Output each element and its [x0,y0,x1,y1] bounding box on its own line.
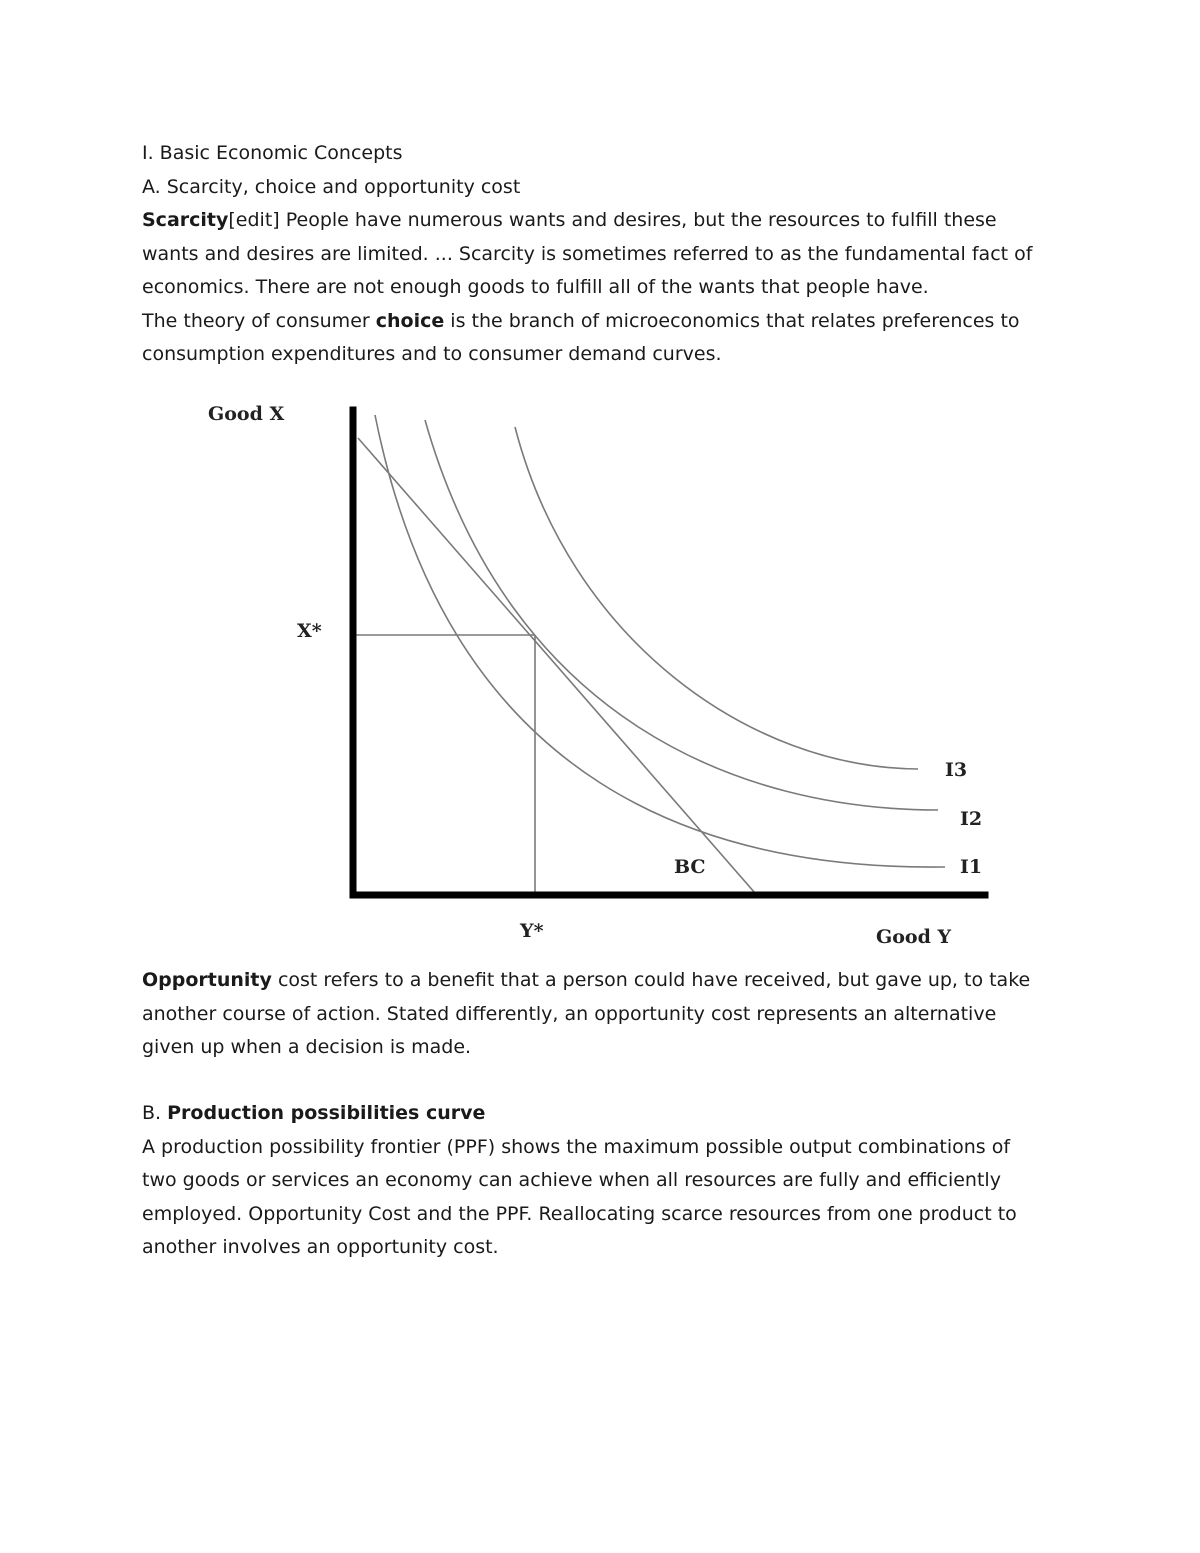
scarcity-line-1-text: People have numerous wants and desires, but the resources to fulfill these [279,209,997,231]
choice-line-2: consumption expenditures and to consumer demand curves. [142,343,722,365]
i2-label: I2 [960,808,983,830]
scarcity-line-1 [142,204,1062,238]
x-axis-label: Good Y [876,926,952,948]
indifference-curve-i3 [515,427,918,769]
ppf-line-1: A production possibility frontier (PPF) shows the maximum possible output combinations of [142,1135,1011,1158]
choice-line-1-post: is the branch of microeconomics that relates preferences to [444,309,1020,332]
i3-label: I3 [945,759,968,781]
indifference-curve-chart [190,390,1010,960]
opportunity-term: Opportunity [142,969,272,991]
budget-constraint-line [358,438,755,893]
document-heading: I. Basic Economic Concepts [142,142,403,164]
ppf-line-4: another involves an opportunity cost. [142,1236,499,1258]
section-b-prefix: B. [142,1102,168,1124]
ppf-line-3: employed. Opportunity Cost and the PPF. Reallocating scarce resources from one product to [142,1202,1017,1225]
scarcity-term: Scarcity [142,209,229,231]
text-block-section-b [142,1097,1062,1265]
ppf-line-2: two goods or services an economy can achieve when all resources are fully and efficiently [142,1169,1001,1191]
section-b-heading [142,1097,1062,1131]
x-star-label: X* [297,620,322,642]
choice-line-1-pre: The theory of consumer [142,309,376,332]
edit-tag: [edit] [228,209,280,231]
indifference-curve-i1 [375,415,945,867]
y-axis-label: Good X [208,403,285,425]
subheading-a: A. Scarcity, choice and opportunity cost [142,175,521,198]
opportunity-line-1 [142,964,1062,998]
y-star-label: Y* [520,920,544,942]
indifference-curve-i2 [425,420,938,810]
choice-line-1 [142,305,1062,339]
text-block-intro [142,137,1062,372]
opportunity-line-2: another course of action. Stated differently, an opportunity cost represents an alternative [142,1002,997,1025]
section-b-title: Production possibilities curve [167,1102,486,1124]
text-block-opportunity [142,964,1062,1065]
i1-label: I1 [960,856,983,878]
bc-label: BC [674,856,706,878]
scarcity-line-3: economics. There are not enough goods to fulfill all of the wants that people have. [142,276,929,298]
opportunity-line-3: given up when a decision is made. [142,1036,472,1058]
opportunity-line-1-text: cost refers to a benefit that a person could have received, but gave up, to take [271,969,1031,991]
choice-term: choice [375,309,445,332]
scarcity-line-2: wants and desires are limited. ... Scarcity is sometimes referred to as the fundamental fact of [142,242,1033,265]
